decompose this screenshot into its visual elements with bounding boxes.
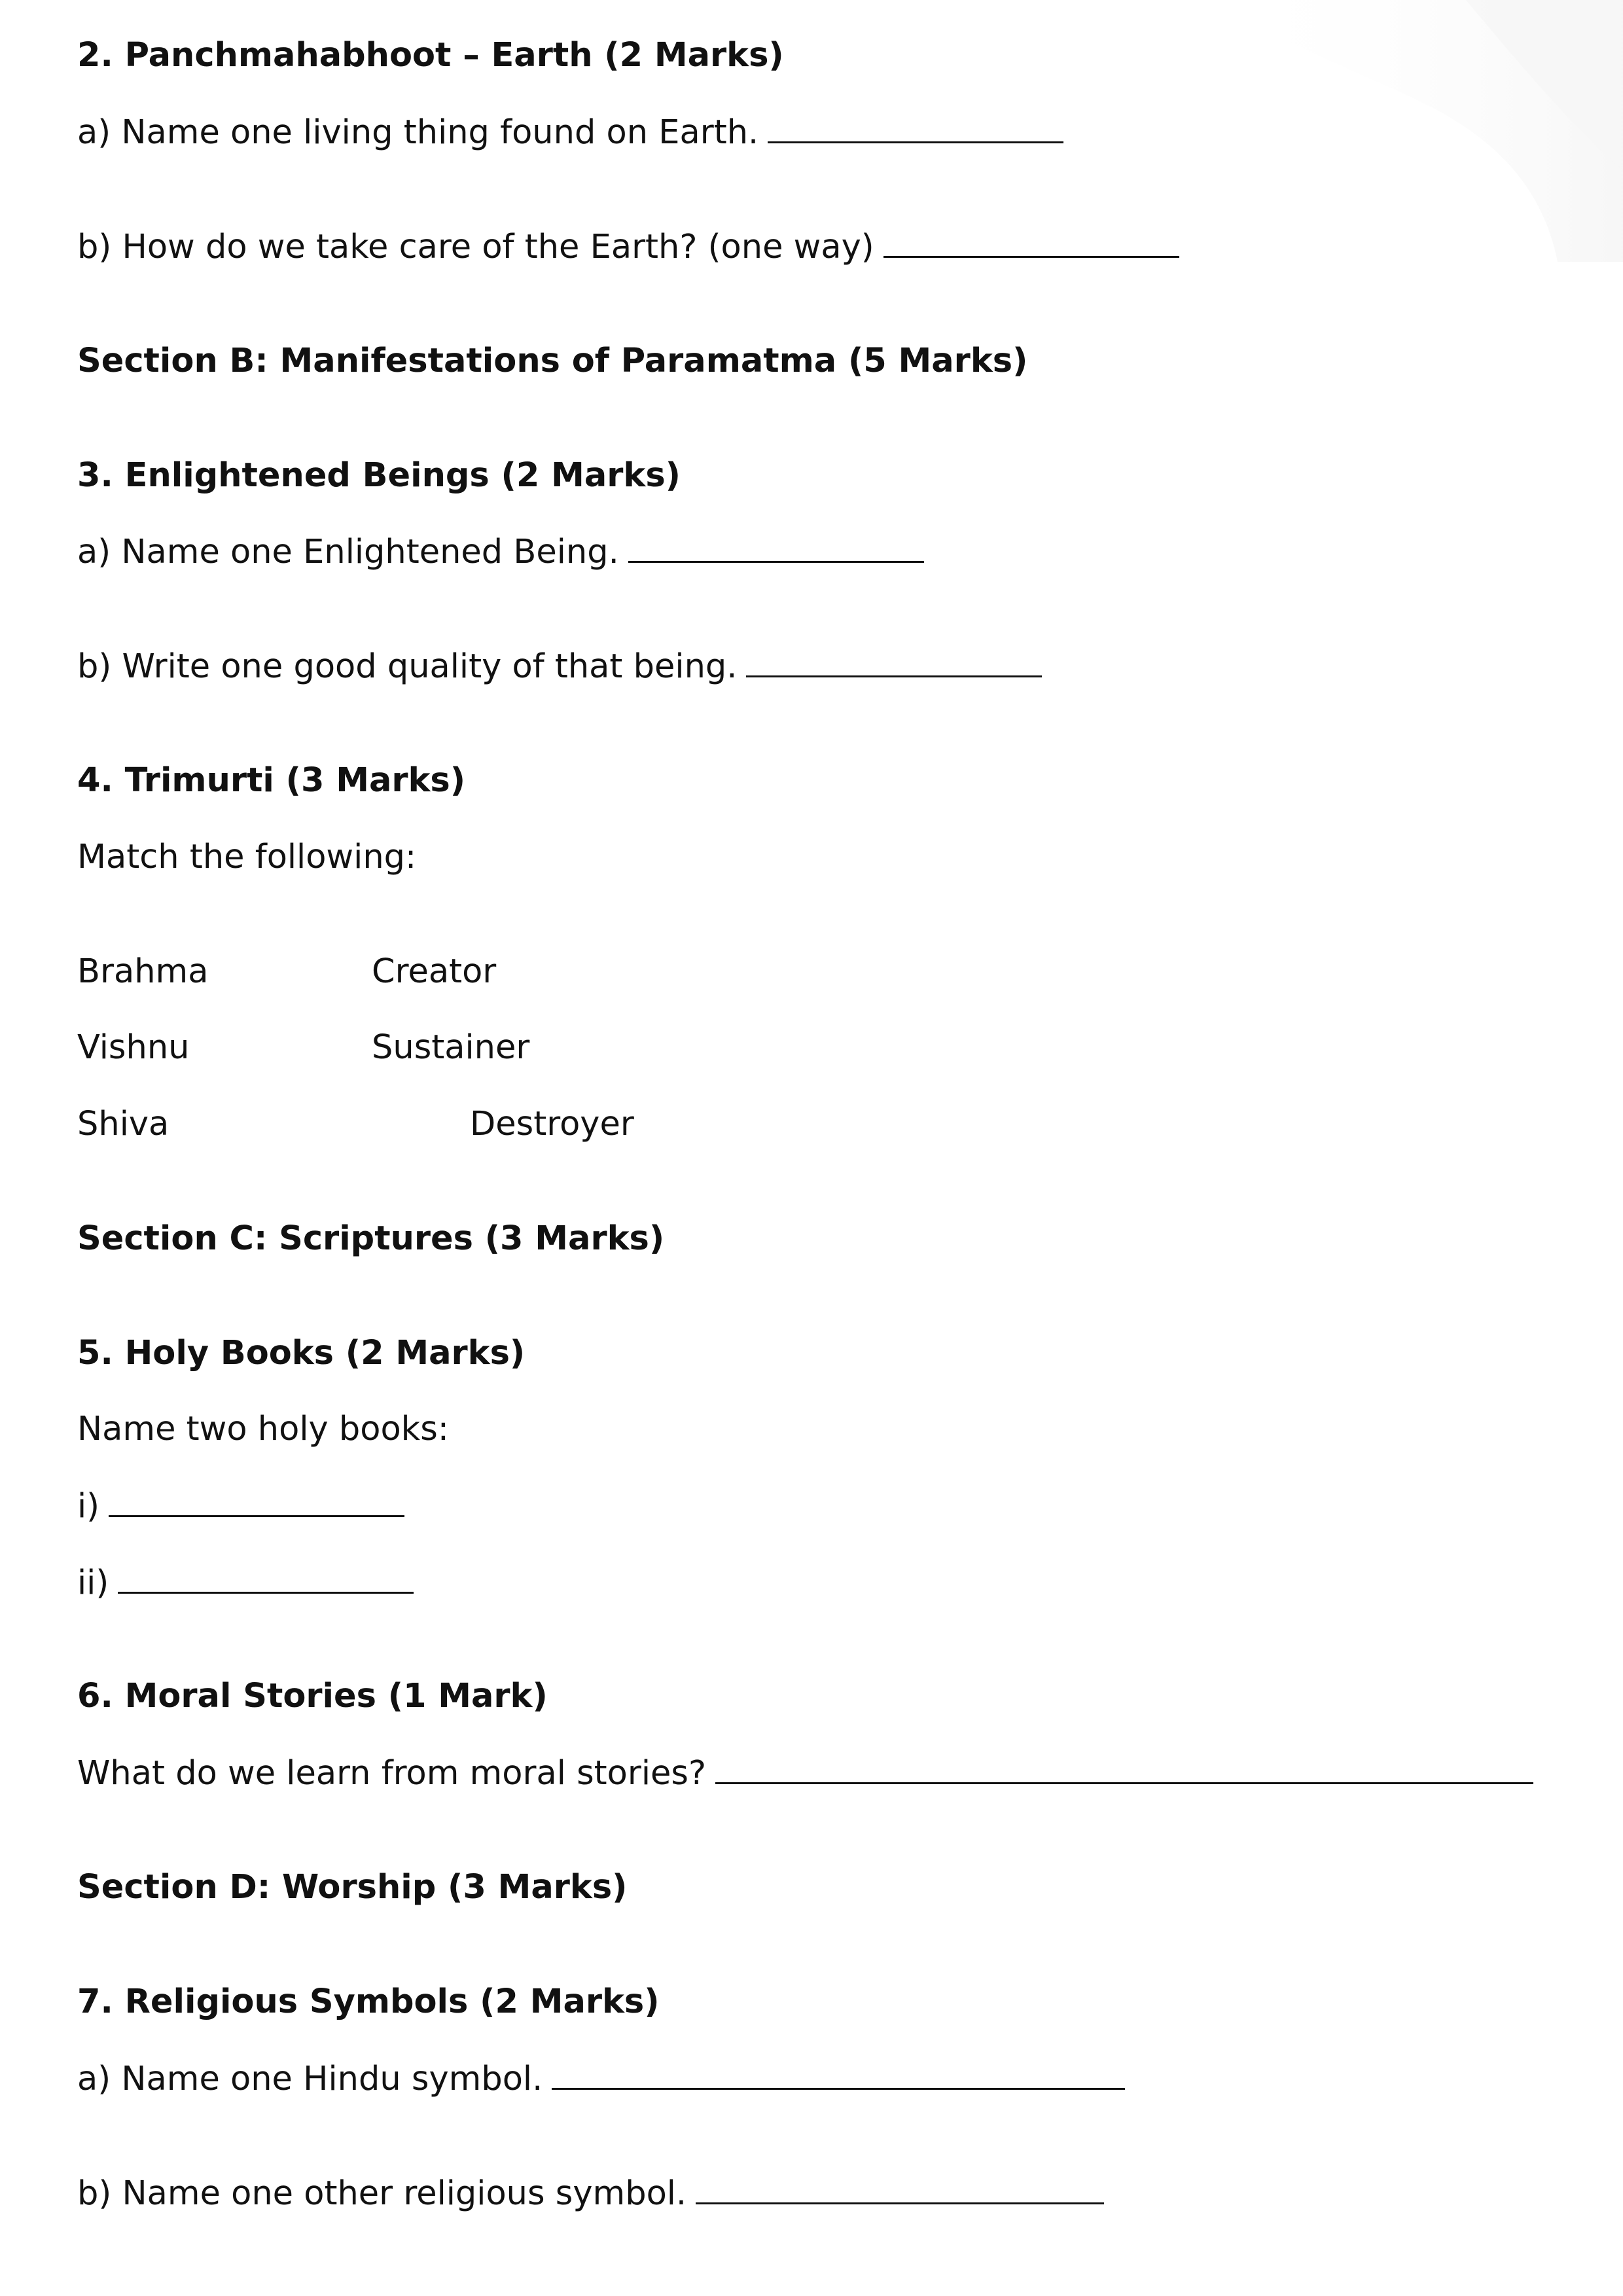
- question-7b-text: b) Name one other religious symbol.: [77, 2174, 687, 2213]
- question-6-heading: 6. Moral Stories (1 Mark): [77, 1677, 548, 1715]
- question-5-heading: 5. Holy Books (2 Marks): [77, 1334, 526, 1372]
- question-2-heading: 2. Panchmahabhoot – Earth (2 Marks): [77, 36, 784, 75]
- question-5-ii: [77, 1563, 414, 1603]
- answer-5-ii-field[interactable]: [118, 1563, 414, 1594]
- answer-2a-field[interactable]: [768, 113, 1063, 143]
- section-b-heading: Section B: Manifestations of Paramatma (5 Marks): [77, 342, 1028, 380]
- section-d-heading: Section D: Worship (3 Marks): [77, 1868, 628, 1907]
- answer-2b-field[interactable]: [883, 227, 1179, 258]
- question-7b: [77, 2174, 1104, 2214]
- question-3a: [77, 532, 924, 572]
- question-4-heading: 4. Trimurti (3 Marks): [77, 761, 466, 800]
- question-2b: [77, 227, 1179, 267]
- match-left-shiva: Shiva: [77, 1105, 169, 1143]
- question-6-text: What do we learn from moral stories?: [77, 1754, 707, 1793]
- match-left-vishnu: Vishnu: [77, 1028, 190, 1067]
- question-2b-text: b) How do we take care of the Earth? (one way): [77, 228, 874, 266]
- match-right-creator: Creator: [372, 952, 497, 991]
- answer-3b-field[interactable]: [746, 647, 1042, 677]
- question-7a: [77, 2059, 1125, 2099]
- question-3b-text: b) Write one good quality of that being.: [77, 647, 738, 686]
- question-3-heading: 3. Enlightened Beings (2 Marks): [77, 456, 681, 495]
- question-3a-text: a) Name one Enlightened Being.: [77, 533, 619, 571]
- answer-7a-field[interactable]: [552, 2059, 1125, 2090]
- question-2a: [77, 113, 1063, 152]
- match-right-destroyer: Destroyer: [470, 1105, 634, 1143]
- question-5-i-label: i): [77, 1487, 100, 1526]
- match-right-sustainer: Sustainer: [372, 1028, 530, 1067]
- question-2a-text: a) Name one living thing found on Earth.: [77, 113, 759, 152]
- question-6: [77, 1753, 1533, 1793]
- answer-3a-field[interactable]: [628, 532, 924, 563]
- match-left-brahma: Brahma: [77, 952, 209, 991]
- section-c-heading: Section C: Scriptures (3 Marks): [77, 1219, 665, 1258]
- answer-5-i-field[interactable]: [109, 1486, 404, 1517]
- answer-7b-field[interactable]: [696, 2174, 1104, 2204]
- answer-6-field[interactable]: [715, 1753, 1533, 1784]
- question-5-i: [77, 1486, 404, 1526]
- question-5-ii-label: ii): [77, 1564, 109, 1602]
- question-7a-text: a) Name one Hindu symbol.: [77, 2060, 543, 2098]
- question-7-heading: 7. Religious Symbols (2 Marks): [77, 1982, 660, 2021]
- question-4-instruction: Match the following:: [77, 838, 417, 876]
- question-3b: [77, 647, 1042, 687]
- question-5-instruction: Name two holy books:: [77, 1410, 449, 1448]
